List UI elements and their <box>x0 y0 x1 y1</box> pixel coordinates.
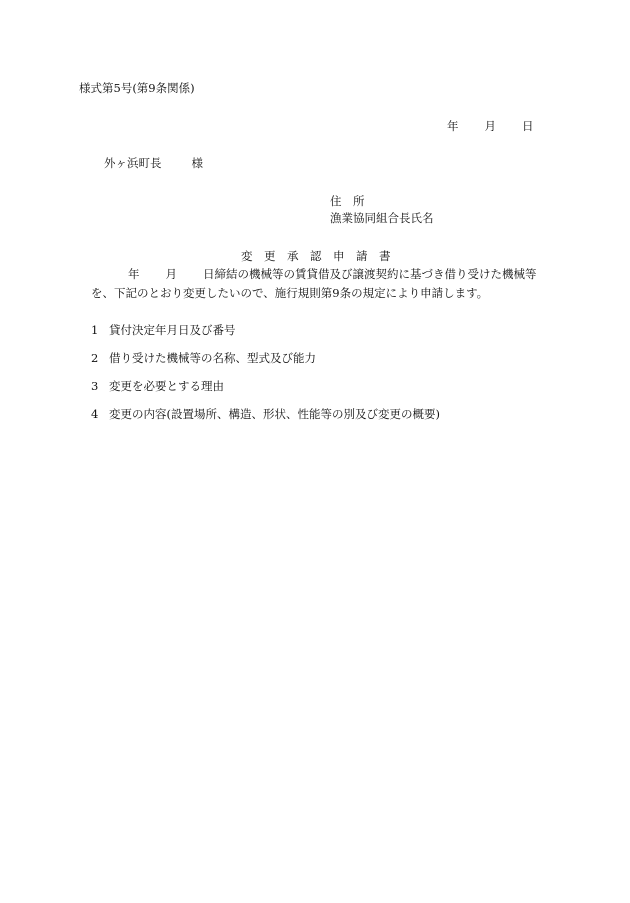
list-item <box>91 379 224 393</box>
date-line <box>447 119 534 133</box>
date-day-label: 日 <box>522 119 534 133</box>
item-text: 貸付決定年月日及び番号 <box>109 323 236 337</box>
document-title: 変 更 承 認 申 請 書 <box>241 249 391 263</box>
body-line1-text: 日締結の機械等の賃貸借及び譲渡契約に基づき借り受けた機械等 <box>203 267 537 281</box>
addressee-name: 外ヶ浜町長 <box>104 156 162 170</box>
date-year-label: 年 <box>447 119 459 133</box>
body-text-line-2: を、下記のとおり変更したいので、施行規則第9条の規定により申請します。 <box>91 286 489 300</box>
list-item <box>91 323 236 337</box>
item-number: 3 <box>91 379 99 393</box>
addressee <box>104 156 203 170</box>
item-number: 1 <box>91 323 99 337</box>
form-number: 様式第5号(第9条関係) <box>79 81 195 95</box>
list-item <box>91 351 316 365</box>
addressee-honorific: 様 <box>191 156 203 170</box>
date-month-label: 月 <box>484 119 496 133</box>
address-label: 住 所 <box>330 194 365 208</box>
item-text: 変更の内容(設置場所、構造、形状、性能等の別及び変更の概要) <box>109 407 440 421</box>
applicant-name-label: 漁業協同組合長氏名 <box>330 211 434 225</box>
item-number: 2 <box>91 351 99 365</box>
item-number: 4 <box>91 407 99 421</box>
body-month-label: 月 <box>165 267 177 281</box>
item-text: 借り受けた機械等の名称、型式及び能力 <box>109 351 316 365</box>
list-item <box>91 407 440 421</box>
body-year-label: 年 <box>128 267 140 281</box>
body-text-line-1 <box>128 267 537 281</box>
item-text: 変更を必要とする理由 <box>109 379 224 393</box>
